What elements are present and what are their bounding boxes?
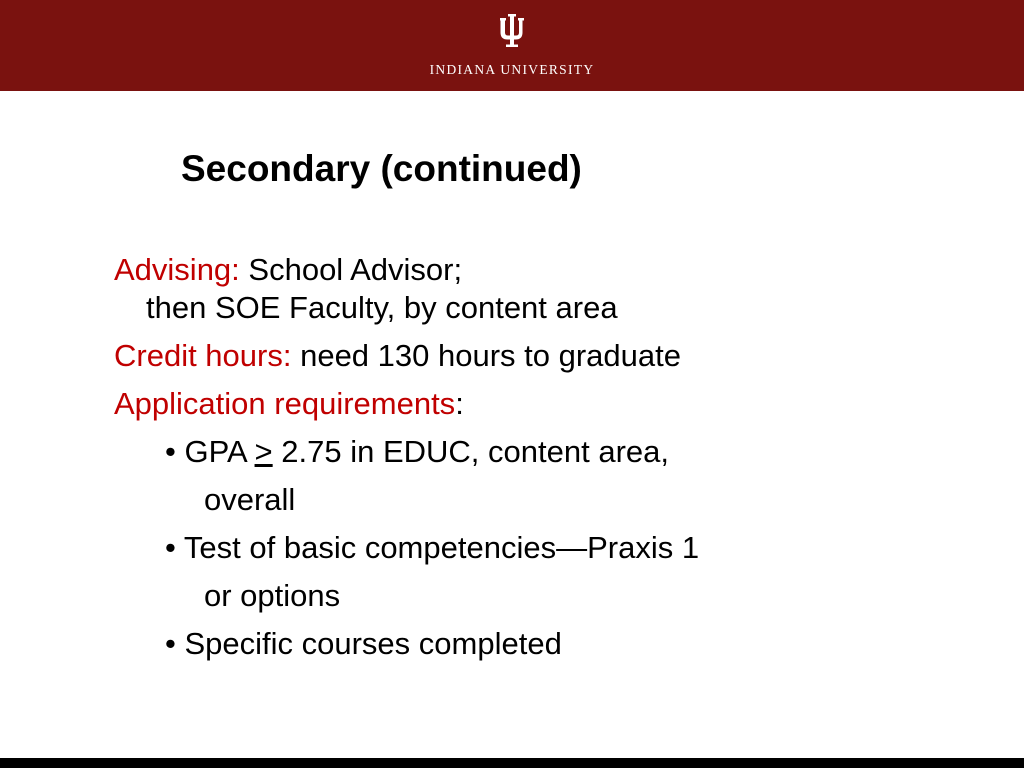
bullet-gpa xyxy=(165,434,669,470)
advising-line xyxy=(114,252,462,288)
credit-hours-label: Credit hours: xyxy=(114,338,292,373)
application-line xyxy=(114,386,464,422)
advising-text: School Advisor; xyxy=(239,252,463,287)
bullet-gpa-prefix: • GPA xyxy=(165,434,255,469)
bullet-test: • Test of basic competencies—Praxis 1 xyxy=(165,530,700,565)
application-label: Application requirements xyxy=(114,386,456,421)
bullet-test-continuation: or options xyxy=(204,578,341,613)
credit-hours-text: need 130 hours to graduate xyxy=(291,338,681,373)
bullet-gpa-continuation: overall xyxy=(204,482,296,517)
bullet-gpa-rest: 2.75 in EDUC, content area, xyxy=(272,434,669,469)
slide-title: Secondary (continued) xyxy=(181,148,582,189)
org-name: INDIANA UNIVERSITY xyxy=(429,62,595,77)
bullet-courses: • Specific courses completed xyxy=(165,626,562,661)
gte-symbol: > xyxy=(254,434,273,469)
credit-hours-line xyxy=(114,338,681,374)
application-suffix: : xyxy=(455,386,464,421)
advising-continuation: then SOE Faculty, by content area xyxy=(146,290,618,325)
advising-label: Advising: xyxy=(114,252,240,287)
footer-bar xyxy=(0,758,1024,768)
